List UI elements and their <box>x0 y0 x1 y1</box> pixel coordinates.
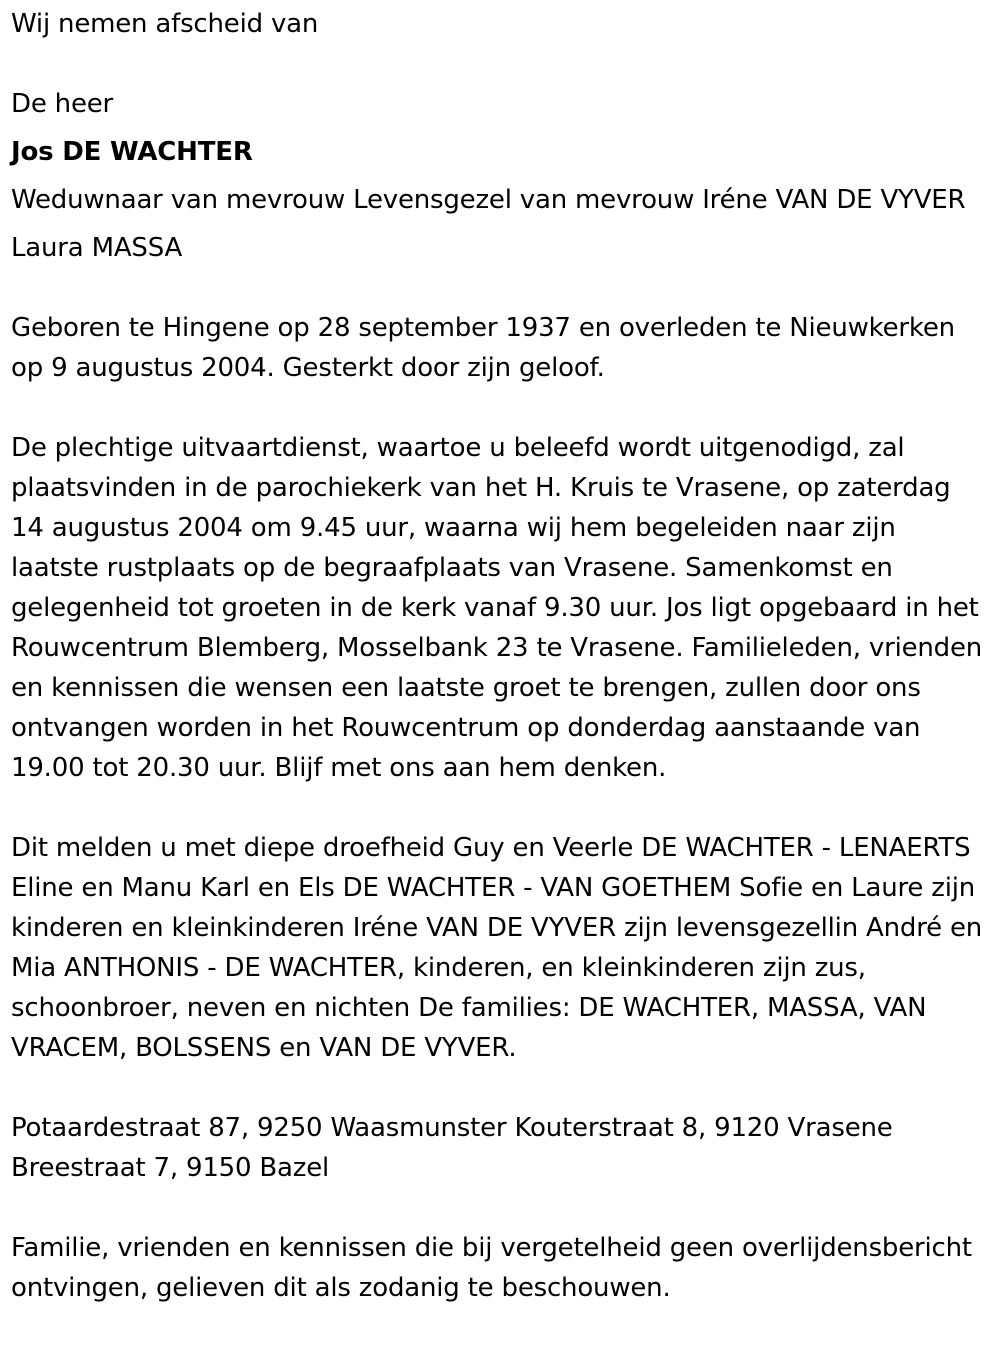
intro-text: Wij nemen afscheid van <box>11 9 319 39</box>
relation-line: Weduwnaar van mevrouw Levensgezel van mevrouw Iréne VAN DE VYVER <box>11 185 966 215</box>
relation-line-2: Laura MASSA <box>11 233 183 263</box>
addresses-paragraph: Potaardestraat 87, 9250 Waasmunster Kouterstraat 8, 9120 Vrasene Breestraat 7, 9150 Bazel <box>11 1113 893 1183</box>
salutation: De heer <box>11 89 114 119</box>
deceased-name: Jos DE WACHTER <box>11 137 253 167</box>
birth-death-paragraph: Geboren te Hingene op 28 september 1937 en overleden te Nieuwkerken op 9 augustus 2004. Gesterkt door zijn geloof. <box>11 313 955 383</box>
mourners-paragraph: Dit melden u met diepe droefheid Guy en Veerle DE WACHTER - LENAERTS Eline en Manu Karl en Els DE WACHTER - VAN GOETHEM Sofie en Laure zijn kinderen en kleinkinderen Iréne VAN DE VYVER zijn levensgezellin André en Mia ANTHONIS - DE WACHTER, kinderen, en kleinkinderen zijn zus, schoonbroer, neven en nichten De families: DE WACHTER, MASSA, VAN VRACEM, BOLSSENS en VAN DE VYVER. <box>11 833 983 1063</box>
closing-paragraph: Familie, vrienden en kennissen die bij vergetelheid geen overlijdensbericht ontvingen, gelieven dit als zodanig te beschouwen. <box>11 1233 972 1303</box>
death-notice <box>11 4 989 1308</box>
funeral-details-paragraph: De plechtige uitvaartdienst, waartoe u beleefd wordt uitgenodigd, zal plaatsvinden in de parochiekerk van het H. Kruis te Vrasene, op zaterdag 14 augustus 2004 om 9.45 uur, waarna wij hem begeleiden naar zijn laatste rustplaats op de begraafplaats van Vrasene. Samenkomst en gelegenheid tot groeten in de kerk vanaf 9.30 uur. Jos ligt opgebaard in het Rouwcentrum Blemberg, Mosselbank 23 te Vrasene. Familieleden, vrienden en kennissen die wensen een laatste groet te brengen, zullen door ons ontvangen worden in het Rouwcentrum op donderdag aanstaande van 19.00 tot 20.30 uur. Blijf met ons aan hem denken. <box>11 433 983 783</box>
